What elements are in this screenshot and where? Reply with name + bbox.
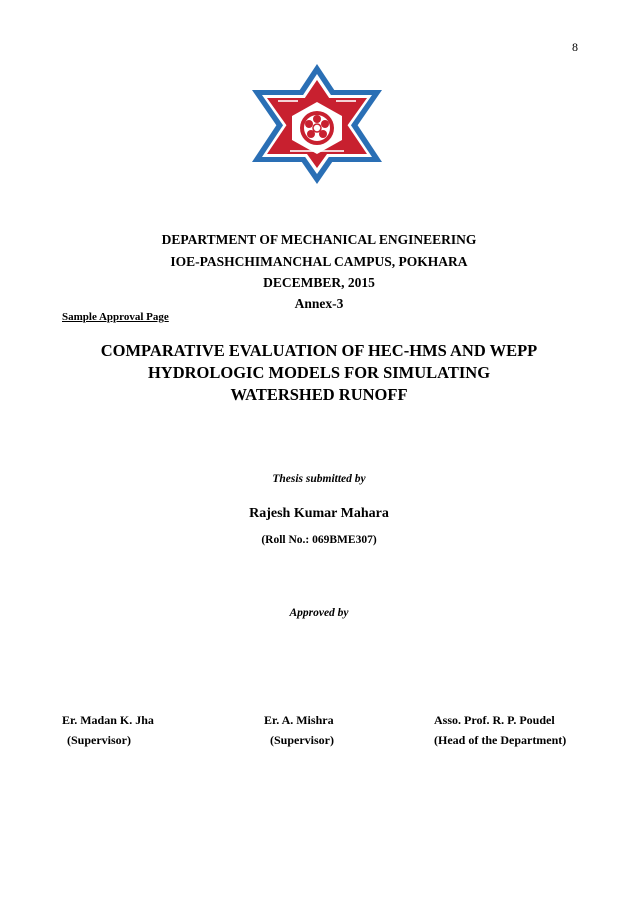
submitted-by-label: Thesis submitted by [272,473,366,485]
signatory-role: (Supervisor) [67,733,131,747]
signatory-name: Er. Madan K. Jha [62,713,154,727]
thesis-title-line: HYDROLOGIC MODELS FOR SIMULATING [147,363,491,382]
sample-approval-label: Sample Approval Page [62,311,169,323]
thesis-title-line: WATERSHED RUNOFF [230,385,408,404]
roll-number: (Roll No.: 069BME307) [261,534,377,546]
campus-name: IOE-PASHCHIMANCHAL CAMPUS, POKHARA [170,254,468,269]
annex-label: Annex-3 [294,296,344,311]
department-name: DEPARTMENT OF MECHANICAL ENGINEERING [161,232,477,247]
thesis-title [0,340,638,406]
submission-date: DECEMBER, 2015 [263,275,375,290]
approved-by-label: Approved by [289,607,349,619]
page-number: 8 [572,40,578,54]
star-emblem-icon [250,62,384,186]
signatory-name: Asso. Prof. R. P. Poudel [434,713,555,727]
signatory-role: (Head of the Department) [434,733,567,747]
university-logo [250,62,384,186]
signatory-role: (Supervisor) [270,733,334,747]
signatory-name: Er. A. Mishra [264,713,334,727]
author-name: Rajesh Kumar Mahara [249,506,389,521]
thesis-title-line: COMPARATIVE EVALUATION OF HEC-HMS AND WEPP [100,341,538,360]
